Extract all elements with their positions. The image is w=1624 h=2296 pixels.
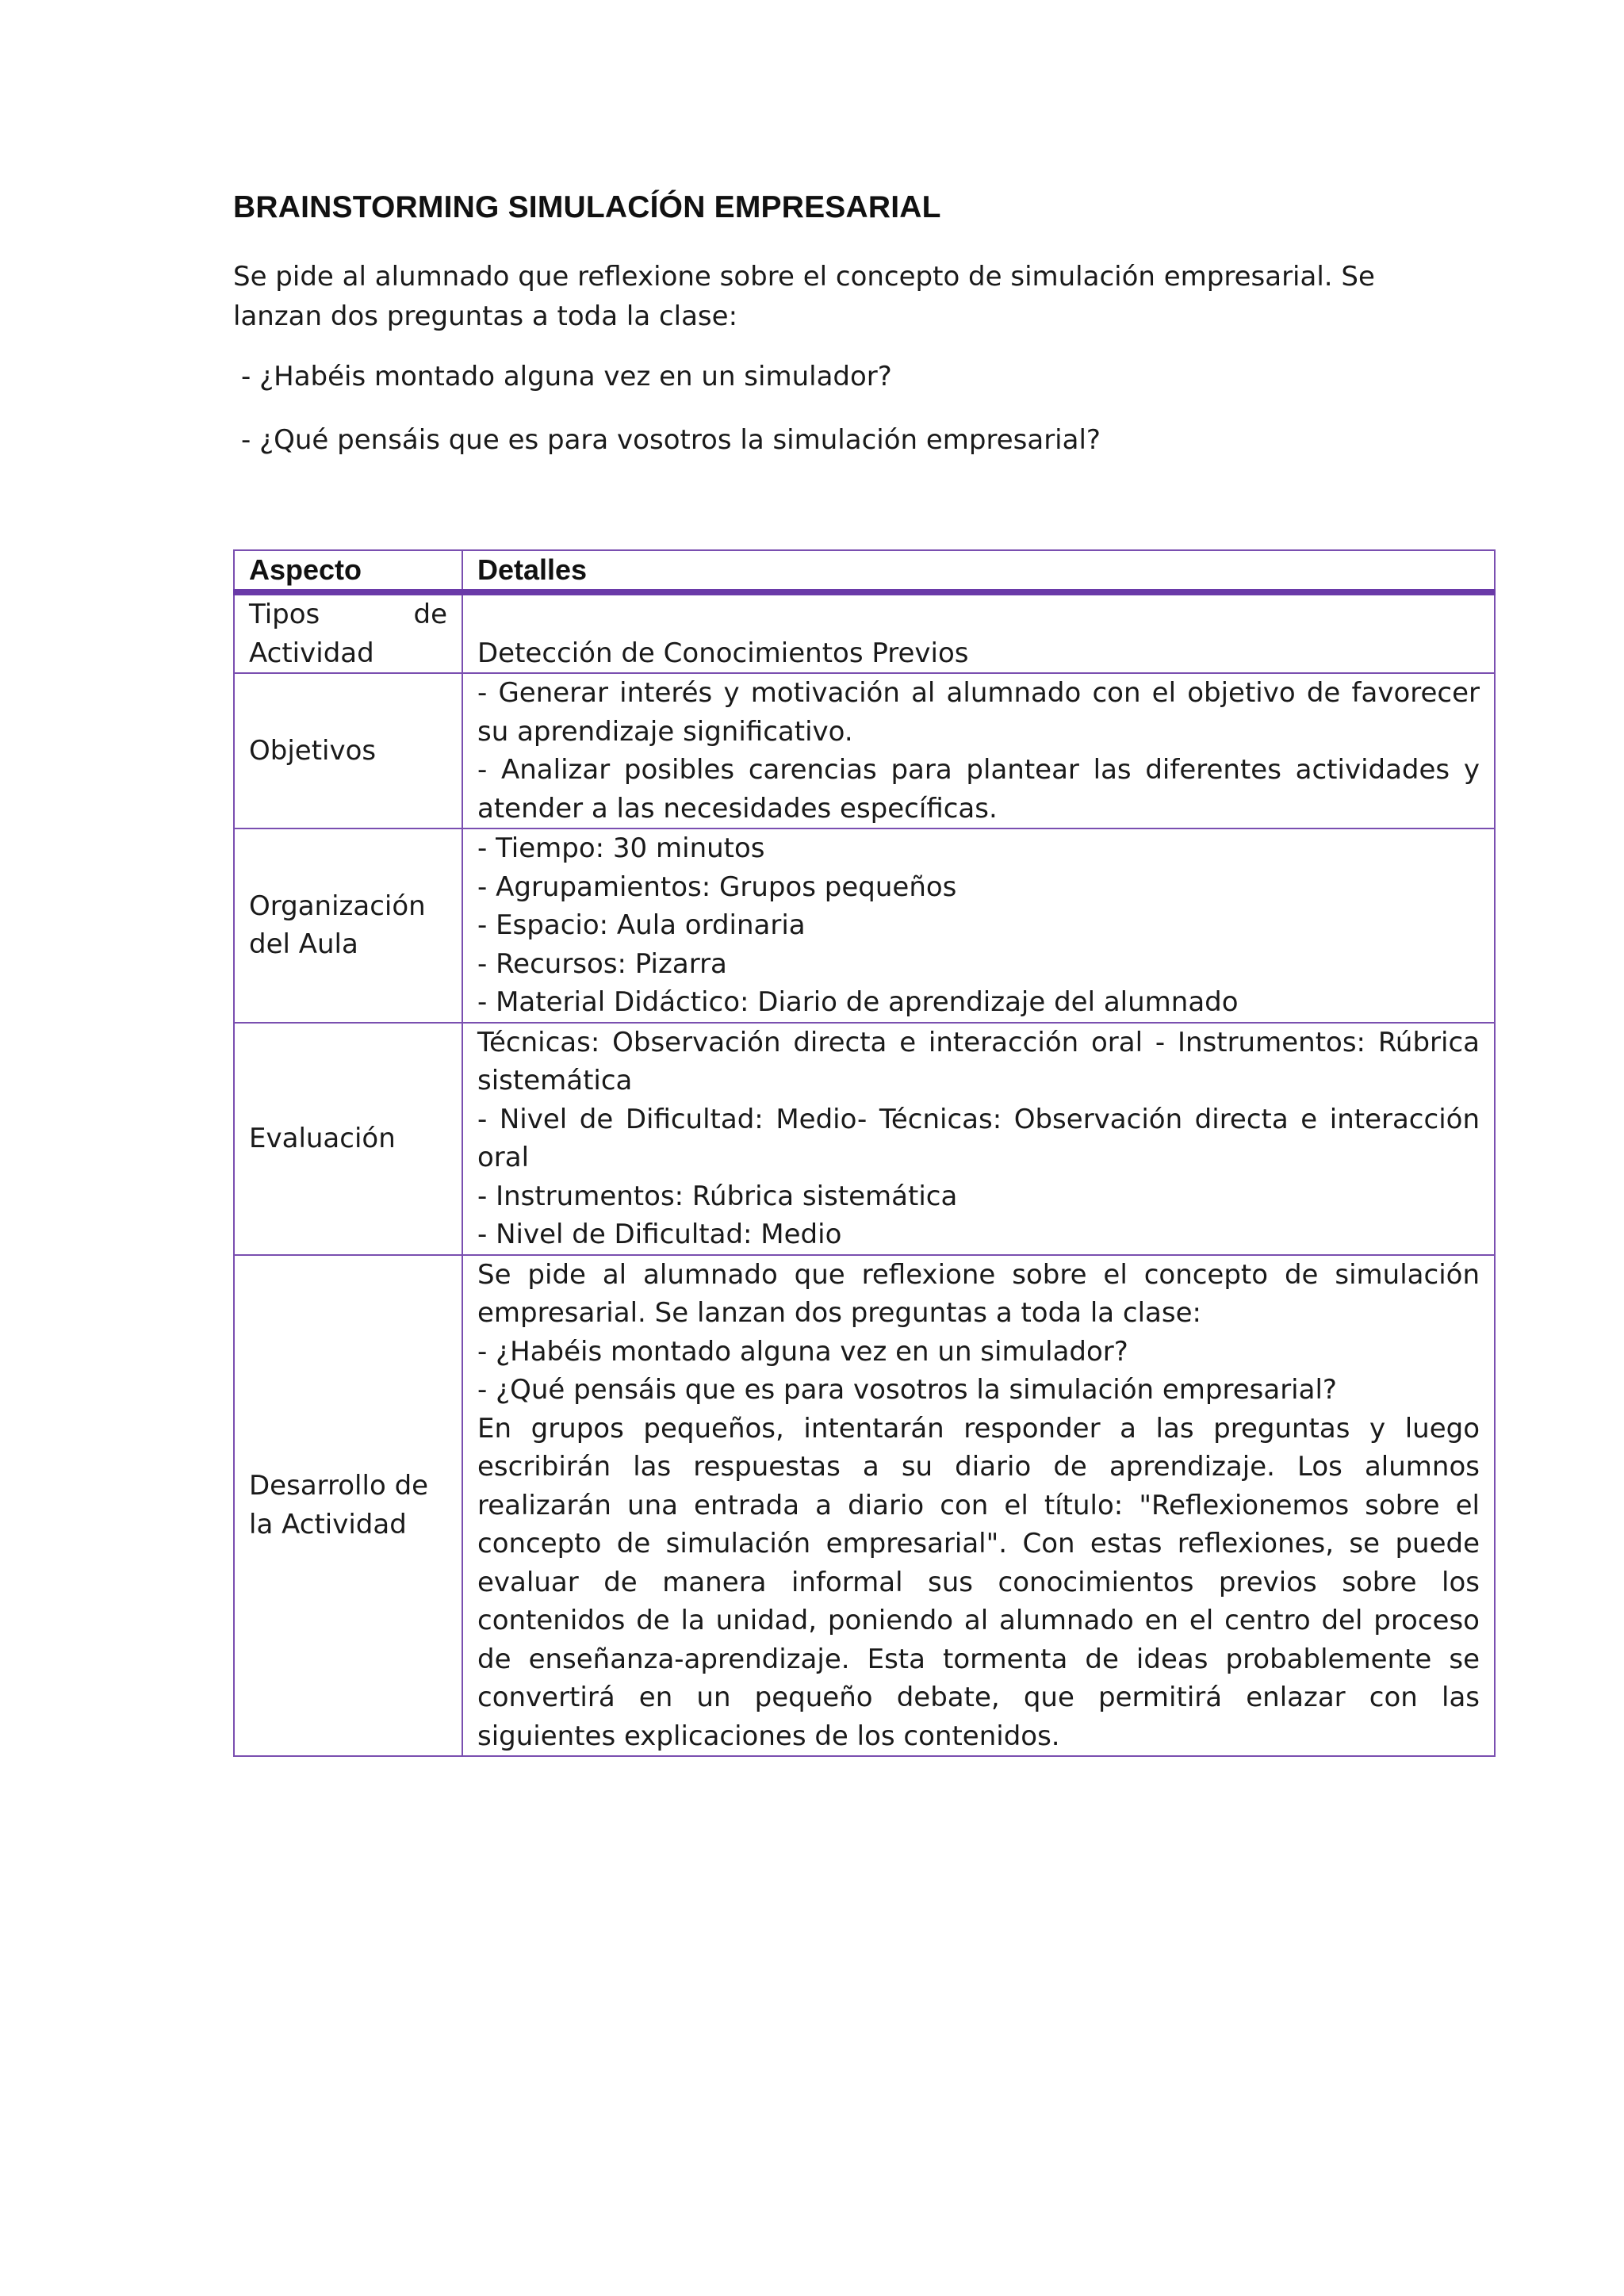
table-row: [234, 1255, 1495, 1757]
details-cell: [462, 1023, 1495, 1255]
table-row: [234, 1023, 1495, 1255]
detail-line: - Espacio: Aula ordinaria: [477, 909, 806, 941]
detail-line: - Agrupamientos: Grupos pequeños: [477, 871, 957, 903]
detail-line: Técnicas: Observación directa e interacción oral - Instrumentos: Rúbrica sistemática: [477, 1026, 1480, 1096]
details-cell: [462, 673, 1495, 828]
document-title: BRAINSTORMING SIMULACÍÓN EMPRESARIAL: [233, 190, 941, 224]
detail-line: - Instrumentos: Rúbrica sistemática: [477, 1180, 958, 1212]
details-cell: [462, 1255, 1495, 1757]
header-details: Detalles: [462, 550, 1495, 592]
intro-section: [233, 257, 1423, 460]
aspect-cell: Desarrollo de la Actividad: [234, 1255, 462, 1757]
aspect-cell: Objetivos: [234, 673, 462, 828]
aspect-cell: Evaluación: [234, 1023, 462, 1255]
detail-line: Se pide al alumnado que reflexione sobre el concepto de simulación empresarial. Se lanzan dos preguntas a toda la clase:: [477, 1258, 1480, 1329]
aspect-cell: [234, 592, 462, 673]
intro-paragraph: Se pide al alumnado que reflexione sobre el concepto de simulación empresarial. Se lanzan dos preguntas a toda la clase:: [233, 261, 1375, 332]
detail-line: - Tiempo: 30 minutos: [477, 832, 765, 864]
details-cell: [462, 592, 1495, 673]
detail-line: - ¿Qué pensáis que es para vosotros la simulación empresarial?: [477, 1374, 1337, 1406]
detail-line: - Analizar posibles carencias para plantear las diferentes actividades y atender a las necesidades específicas.: [477, 754, 1480, 825]
aspect-label-line-2: Actividad: [249, 637, 374, 669]
intro-question-1: - ¿Habéis montado alguna vez en un simulador?: [241, 361, 892, 392]
header-aspect: Aspecto: [234, 550, 462, 592]
detail-line: - ¿Habéis montado alguna vez en un simulador?: [477, 1335, 1128, 1368]
aspect-cell: Organización del Aula: [234, 828, 462, 1023]
detail-line: - Recursos: Pizarra: [477, 947, 727, 980]
detail-line: - Material Didáctico: Diario de aprendizaje del alumnado: [477, 986, 1239, 1018]
detail-line: En grupos pequeños, intentarán responder a las preguntas y luego escribirán las respuestas a su diario de aprendizaje. Los alumnos realizarán una entrada a diario con el título: "Reflexionemos sobre el concepto de simulación empresarial". Con estas reflexiones, se puede evaluar de manera informal sus conocimientos previos sobre los contenidos de la unidad, poniendo al alumnado en el centro del proceso de enseñanza-aprendizaje. Esta tormenta de ideas probablemente se convertirá en un pequeño debate, que permitirá enlazar con las siguientes explicaciones de los contenidos.: [477, 1412, 1480, 1752]
intro-question-2: - ¿Qué pensáis que es para vosotros la simulación empresarial?: [241, 424, 1101, 456]
table-header-row: [234, 550, 1495, 592]
detail-line: - Generar interés y motivación al alumnado con el objetivo de favorecer su aprendizaje significativo.: [477, 677, 1480, 748]
table-row: [234, 592, 1495, 673]
detail-line: - Nivel de Dificultad: Medio: [477, 1219, 842, 1250]
details-cell: [462, 828, 1495, 1023]
table-row: [234, 673, 1495, 828]
activity-table: [233, 549, 1496, 1757]
aspect-label-line-1: Tipos de: [249, 599, 447, 630]
detail-line: - Nivel de Dificultad: Medio- Técnicas: Observación directa e interacción oral: [477, 1103, 1480, 1173]
detail-line: Detección de Conocimientos Previos: [477, 637, 969, 669]
table-row: [234, 828, 1495, 1023]
